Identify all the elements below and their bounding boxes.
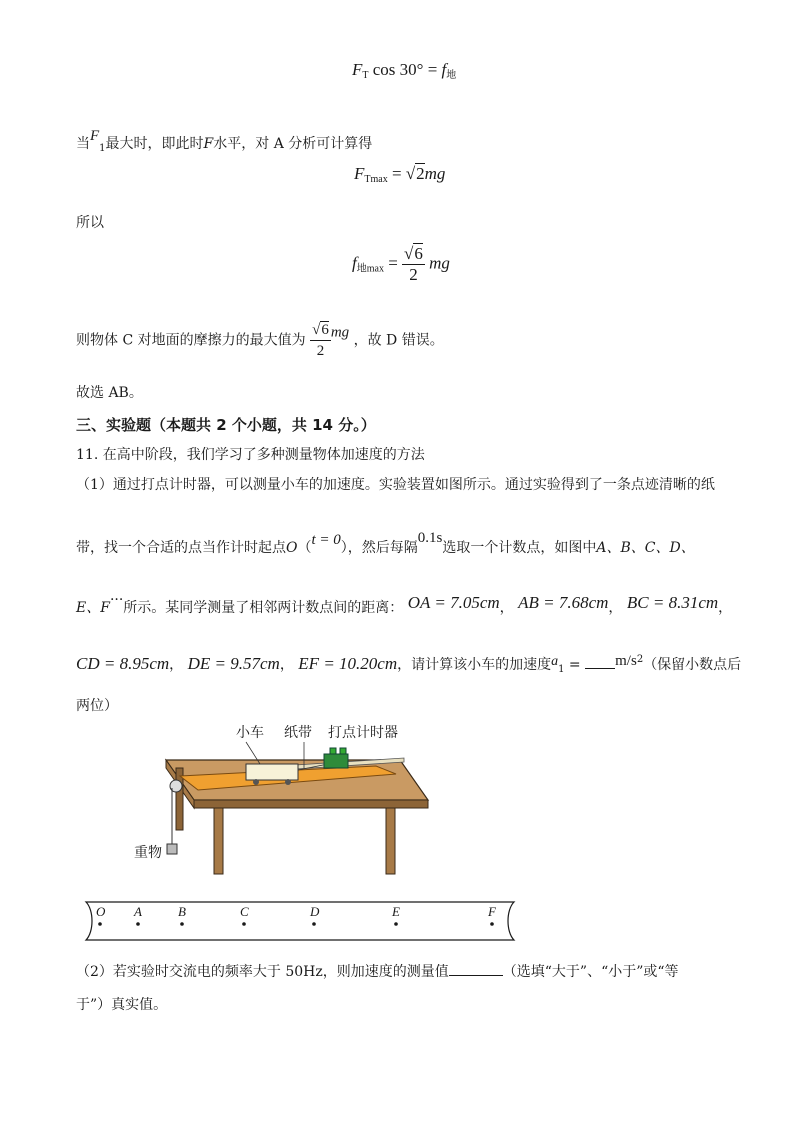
apparatus-figure	[128, 720, 440, 880]
section-heading: 三、实验题（本题共 2 个小题，共 14 分。）	[76, 416, 376, 434]
text-fragment: ），然后每隔	[340, 540, 418, 556]
math-expression: 0.1s	[417, 530, 443, 546]
fraction-denominator: 2	[316, 343, 325, 359]
answer-blank-comparison[interactable]	[449, 975, 503, 976]
paper-tape	[78, 898, 522, 944]
text-fragment: ，	[169, 657, 184, 673]
tape-dot-o	[98, 922, 102, 926]
text-fragment: （选填“大于”、“小于”或“等	[502, 964, 679, 980]
tape-dot-f	[490, 922, 494, 926]
text-line: 所以	[76, 215, 104, 231]
eq-symbol: F	[354, 164, 365, 183]
text-fragment: =	[564, 657, 586, 673]
measurement-ab: AB = 7.68cm	[518, 593, 609, 612]
eq-symbol: f	[441, 60, 447, 79]
eq-symbol: F	[352, 60, 363, 79]
label-weight: 重物	[134, 845, 162, 861]
eq-text: =	[383, 253, 403, 273]
tape-label-o: O	[96, 904, 106, 919]
text-fragment: ，	[279, 657, 294, 673]
equation-f-max	[352, 244, 450, 285]
math-symbol: O	[286, 540, 298, 556]
text-fragment: A、B、C、D、	[596, 540, 695, 556]
text-fragment: ，	[499, 600, 514, 616]
tape-label-d: D	[310, 904, 320, 919]
text-fragment: 最大时，即此时	[105, 136, 204, 152]
tape-dot-a	[136, 922, 140, 926]
label-timer: 打点计时器	[328, 725, 398, 741]
text-fragment: E、F	[76, 600, 110, 616]
question-paragraph: （1）通过打点计时器，可以测量小车的加速度。实验装置如图所示。通过实验得到了一条点迹清晰的纸	[76, 477, 715, 493]
question-paragraph: 于”）真实值。	[76, 997, 168, 1013]
sqrt-radicand: 6	[321, 322, 329, 338]
text-fragment: （	[297, 540, 312, 556]
measurement-de: DE = 9.57cm	[187, 654, 280, 673]
fraction: $\frac{√6}{2}$	[404, 244, 423, 284]
sqrt-radicand: 2	[416, 164, 425, 183]
question-intro: 11. 在高中阶段，我们学习了多种测量物体加速度的方法	[76, 447, 425, 463]
answer-blank-acceleration[interactable]	[585, 668, 615, 669]
text-fragment: ，故 D 错误。	[353, 332, 444, 349]
label-car: 小车	[236, 725, 264, 741]
math-symbol: mg	[330, 324, 350, 341]
equation-ft-max: $F_{Tmax} = √2mg$	[354, 164, 446, 185]
tape-dot-b	[180, 922, 184, 926]
eq-text: =	[387, 164, 406, 183]
eq-symbol: mg	[424, 164, 446, 183]
unit-superscript: 2	[636, 654, 644, 665]
tape-label-e: E	[392, 904, 400, 919]
text-fragment: 水平，对 A 分析可计算得	[213, 136, 373, 152]
question-paragraph	[76, 528, 695, 558]
math-subscript: 1	[99, 143, 106, 154]
text-fragment: （2）若实验时交流电的频率大于 50Hz，则加速度的测量值	[76, 964, 449, 980]
measurement-ef: EF = 10.20cm	[298, 654, 398, 673]
fraction-denominator: 2	[409, 265, 418, 284]
text-line	[76, 126, 372, 159]
math-symbol: F	[90, 128, 100, 144]
tape-label-c: C	[240, 904, 249, 919]
label-tape: 纸带	[284, 725, 312, 741]
tape-dot-c	[242, 922, 246, 926]
text-fragment: ，请计算该小车的加速度	[397, 657, 552, 673]
text-fragment: 则物体 C 对地面的摩擦力的最大值为	[76, 332, 306, 349]
eq-symbol: f	[352, 253, 357, 273]
math-symbol: a	[551, 654, 559, 669]
eq-symbol: mg	[429, 253, 450, 273]
sqrt-radicand: 6	[414, 244, 423, 263]
text-fragment: 选取一个计数点，如图中	[442, 540, 597, 556]
math-subscript: 1	[558, 664, 565, 675]
text-fragment: ，	[718, 600, 733, 616]
tape-label-f: F	[488, 904, 496, 919]
eq-subscript: T	[362, 70, 369, 81]
text-fragment: 当	[76, 136, 90, 152]
math-expression: t = 0	[311, 532, 341, 548]
eq-subscript: 地	[446, 70, 457, 81]
text-fragment: 带，找一个合适的点当作计时起点	[76, 540, 286, 556]
tape-label-b: B	[178, 904, 186, 919]
question-paragraph	[76, 590, 732, 618]
measurement-bc: BC = 8.31cm	[626, 593, 719, 612]
question-paragraph	[76, 962, 679, 982]
text-line	[76, 320, 444, 361]
question-paragraph	[76, 650, 741, 680]
tape-dot-d	[312, 922, 316, 926]
text-fragment: ···	[109, 592, 124, 608]
math-symbol: F	[203, 136, 214, 152]
text-fragment: （保留小数点后	[643, 657, 742, 673]
measurement-cd: CD = 8.95cm	[76, 654, 170, 673]
equation-ft-cos30	[352, 60, 456, 81]
question-paragraph: 两位）	[76, 698, 118, 714]
eq-subscript: Tmax	[364, 174, 388, 185]
eq-subscript: 地max	[356, 263, 384, 275]
fraction: $\frac{√6}{2}$	[312, 322, 329, 359]
tape-dot-e	[394, 922, 398, 926]
text-fragment: ，	[608, 600, 623, 616]
unit: m/s	[615, 653, 637, 669]
eq-text: cos 30° =	[372, 60, 442, 79]
measurement-oa: OA = 7.05cm	[407, 593, 500, 612]
tape-label-a: A	[134, 904, 142, 919]
text-line: 故选 AB。	[76, 385, 143, 401]
text-fragment: 所示。某同学测量了相邻两计数点间的距离：	[123, 600, 404, 616]
